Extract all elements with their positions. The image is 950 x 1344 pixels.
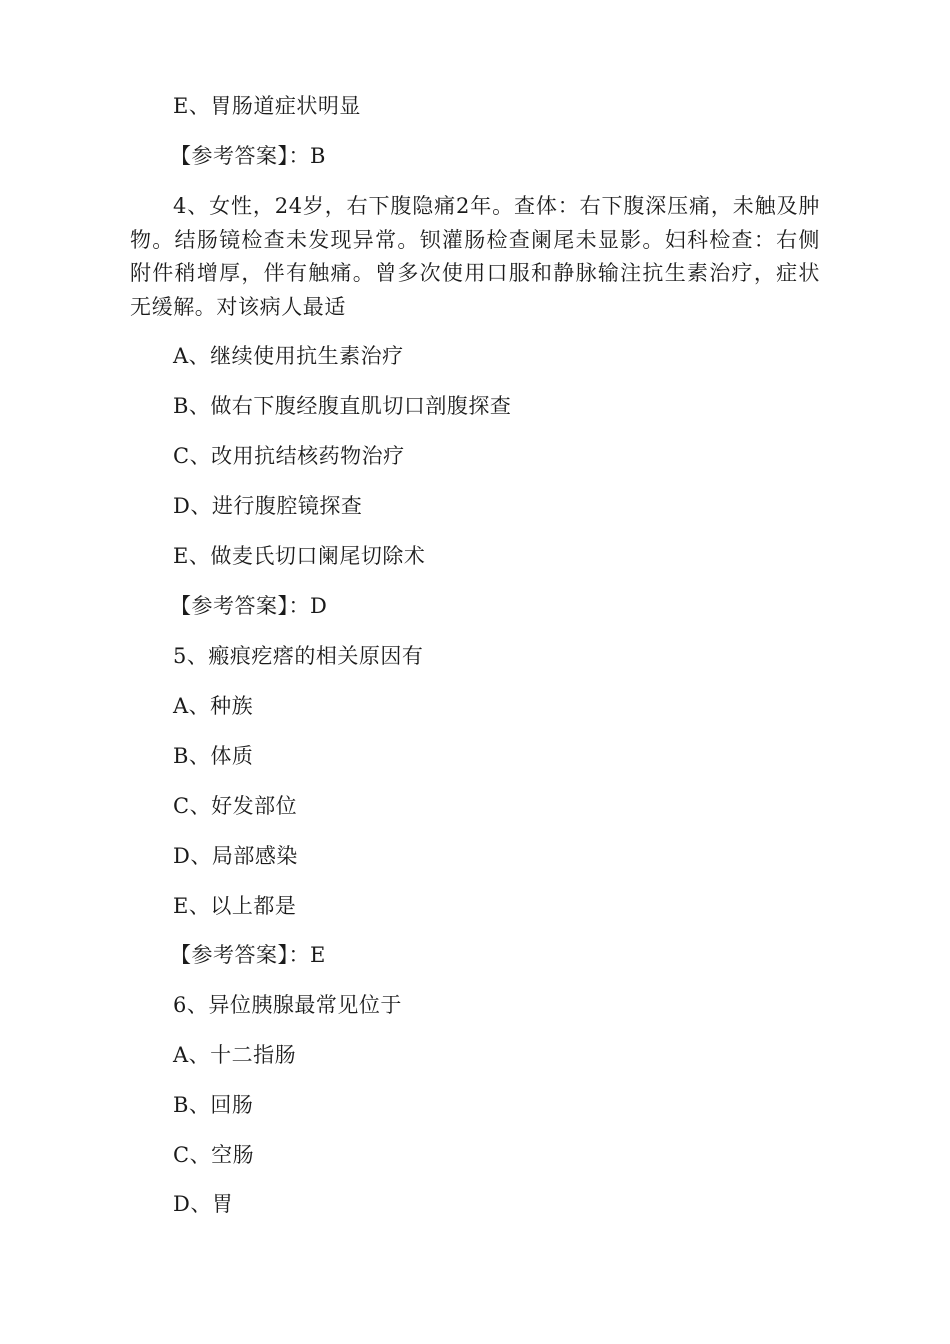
- q4-option-c: C、改用抗结核药物治疗: [173, 444, 405, 468]
- q4-option-a: A、继续使用抗生素治疗: [173, 344, 404, 368]
- answer-q5: 【参考答案】：E: [170, 943, 326, 967]
- answer-q4: 【参考答案】：D: [170, 594, 328, 618]
- q4-option-d: D、进行腹腔镜探查: [173, 494, 363, 518]
- q4-option-e: E、做麦氏切口阑尾切除术: [173, 544, 426, 568]
- q4-option-b: B、做右下腹经腹直肌切口剖腹探查: [173, 394, 512, 418]
- q5-option-b: B、体质: [173, 744, 254, 768]
- option-e-prev: E、胃肠道症状明显: [173, 94, 361, 118]
- q6-option-c: C、空肠: [173, 1143, 255, 1167]
- q6-option-d: D、胃: [173, 1192, 234, 1216]
- question-4-stem: 4、女性，24岁，右下腹隐痛2年。查体：右下腹深压痛，未触及肿物。结肠镜检查未发现异常。钡灌肠检查阑尾未显影。妇科检查：右侧附件稍增厚，伴有触痛。曾多次使用口服和静脉输注抗生素治疗，症状无缓解。对该病人最适: [130, 194, 820, 320]
- question-5-stem: 5、瘢痕疙瘩的相关原因有: [173, 644, 424, 668]
- q6-option-b: B、回肠: [173, 1093, 254, 1117]
- q6-option-a: A、十二指肠: [173, 1043, 297, 1067]
- question-6-stem: 6、异位胰腺最常见位于: [173, 993, 402, 1017]
- q5-option-e: E、以上都是: [173, 894, 297, 918]
- answer-q3: 【参考答案】：B: [170, 144, 326, 168]
- q5-option-d: D、局部感染: [173, 844, 298, 868]
- q5-option-c: C、好发部位: [173, 794, 298, 818]
- q5-option-a: A、种族: [173, 694, 254, 718]
